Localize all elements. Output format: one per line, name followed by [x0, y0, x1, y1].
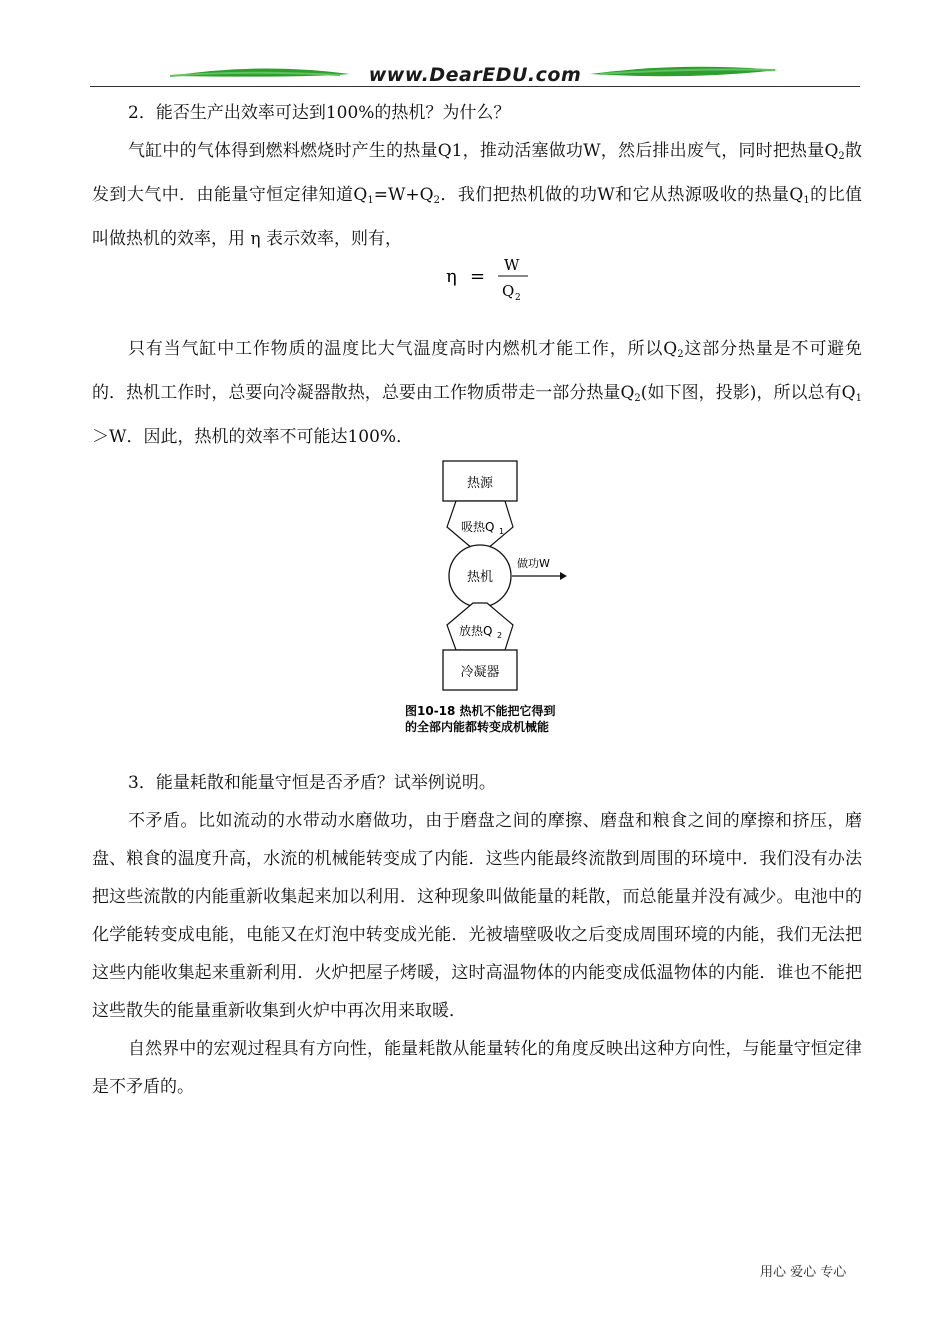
figure-caption-line2: 的全部内能都转变成机械能 [405, 720, 550, 734]
document-body [92, 94, 862, 258]
release-heat-label: 放热Q [459, 624, 493, 638]
absorb-heat-sub: 1 [499, 527, 505, 536]
paragraph-efficiency: 气缸中的气体得到燃料燃烧时产生的热量Q1，推动活塞做功W，然后排出废气，同时把热量$Q_2$散发到大气中．由能量守恒定律知道$Q_1=W+Q_2$．我们把热机做的功W和它从热源吸收的热量$Q_1$的比值叫做热机的效率，用 η 表示效率，则有， [92, 141, 863, 249]
release-heat-sub: 2 [497, 631, 503, 640]
page-footer: 用心 爱心 专心 [760, 1265, 847, 1280]
engine-label: 热机 [466, 570, 494, 585]
formula-denominator: Q [502, 282, 515, 300]
formula-numerator: W [504, 256, 520, 274]
paragraph-conclusion: 自然界中的宏观过程具有方向性，能量耗散从能量转化的角度反映出这种方向性，与能量守恒定律是不矛盾的。 [92, 1039, 862, 1097]
condenser-label: 冷凝器 [460, 665, 500, 680]
question-3: 3．能量耗散和能量守恒是否矛盾？试举例说明。 [128, 773, 496, 793]
figure-caption-line1: 图10-18 热机不能把它得到 [405, 704, 556, 718]
work-label: 做功W [517, 557, 550, 570]
site-logo: www.DearEDU.com [368, 64, 582, 86]
header-rule [90, 86, 860, 87]
page-header [0, 0, 950, 95]
question-2: 2．能否生产出效率可达到100%的热机？为什么？ [128, 103, 511, 123]
work-arrowhead [560, 572, 567, 580]
heat-engine-diagram [395, 457, 595, 737]
hot-source-label: 热源 [466, 476, 494, 491]
formula-denominator-sub: 2 [515, 293, 521, 303]
paragraph-dissipation: 不矛盾。比如流动的水带动水磨做功，由于磨盘之间的摩擦、磨盘和粮食之间的摩擦和挤压，磨盘、粮食的温度升高，水流的机械能转变成了内能．这些内能最终流散到周围的环境中．我们没有办法把这些流散的内能重新收集起来加以利用．这种现象叫做能量的耗散，而总能量并没有减少。电池中的化学能转变成电能，电能又在灯泡中转变成光能．光被墙壁吸收之后变成周围环境的内能，我们无法把这些内能收集起来重新利用．火炉把屋子烤暖，这时高温物体的内能变成低温物体的内能．谁也不能把这些散失的能量重新收集到火炉中再次用来取暖． [92, 811, 862, 1021]
formula-equals: = [470, 266, 486, 287]
document-body-3 [92, 764, 862, 1106]
paragraph-unavoidable: 只有当气缸中工作物质的温度比大气温度高时内燃机才能工作，所以$Q_2$这部分热量是不可避免的．热机工作时，总要向冷凝器散热，总要由工作物质带走一部分热量$Q_2$(如下图，投影)，所以总有$Q_1>W$．因此，热机的效率不可能达100%． [92, 339, 862, 447]
formula-eta: η [446, 266, 457, 287]
absorb-heat-label: 吸热Q [461, 520, 495, 534]
efficiency-formula [440, 248, 550, 304]
document-body-2 [92, 330, 862, 456]
